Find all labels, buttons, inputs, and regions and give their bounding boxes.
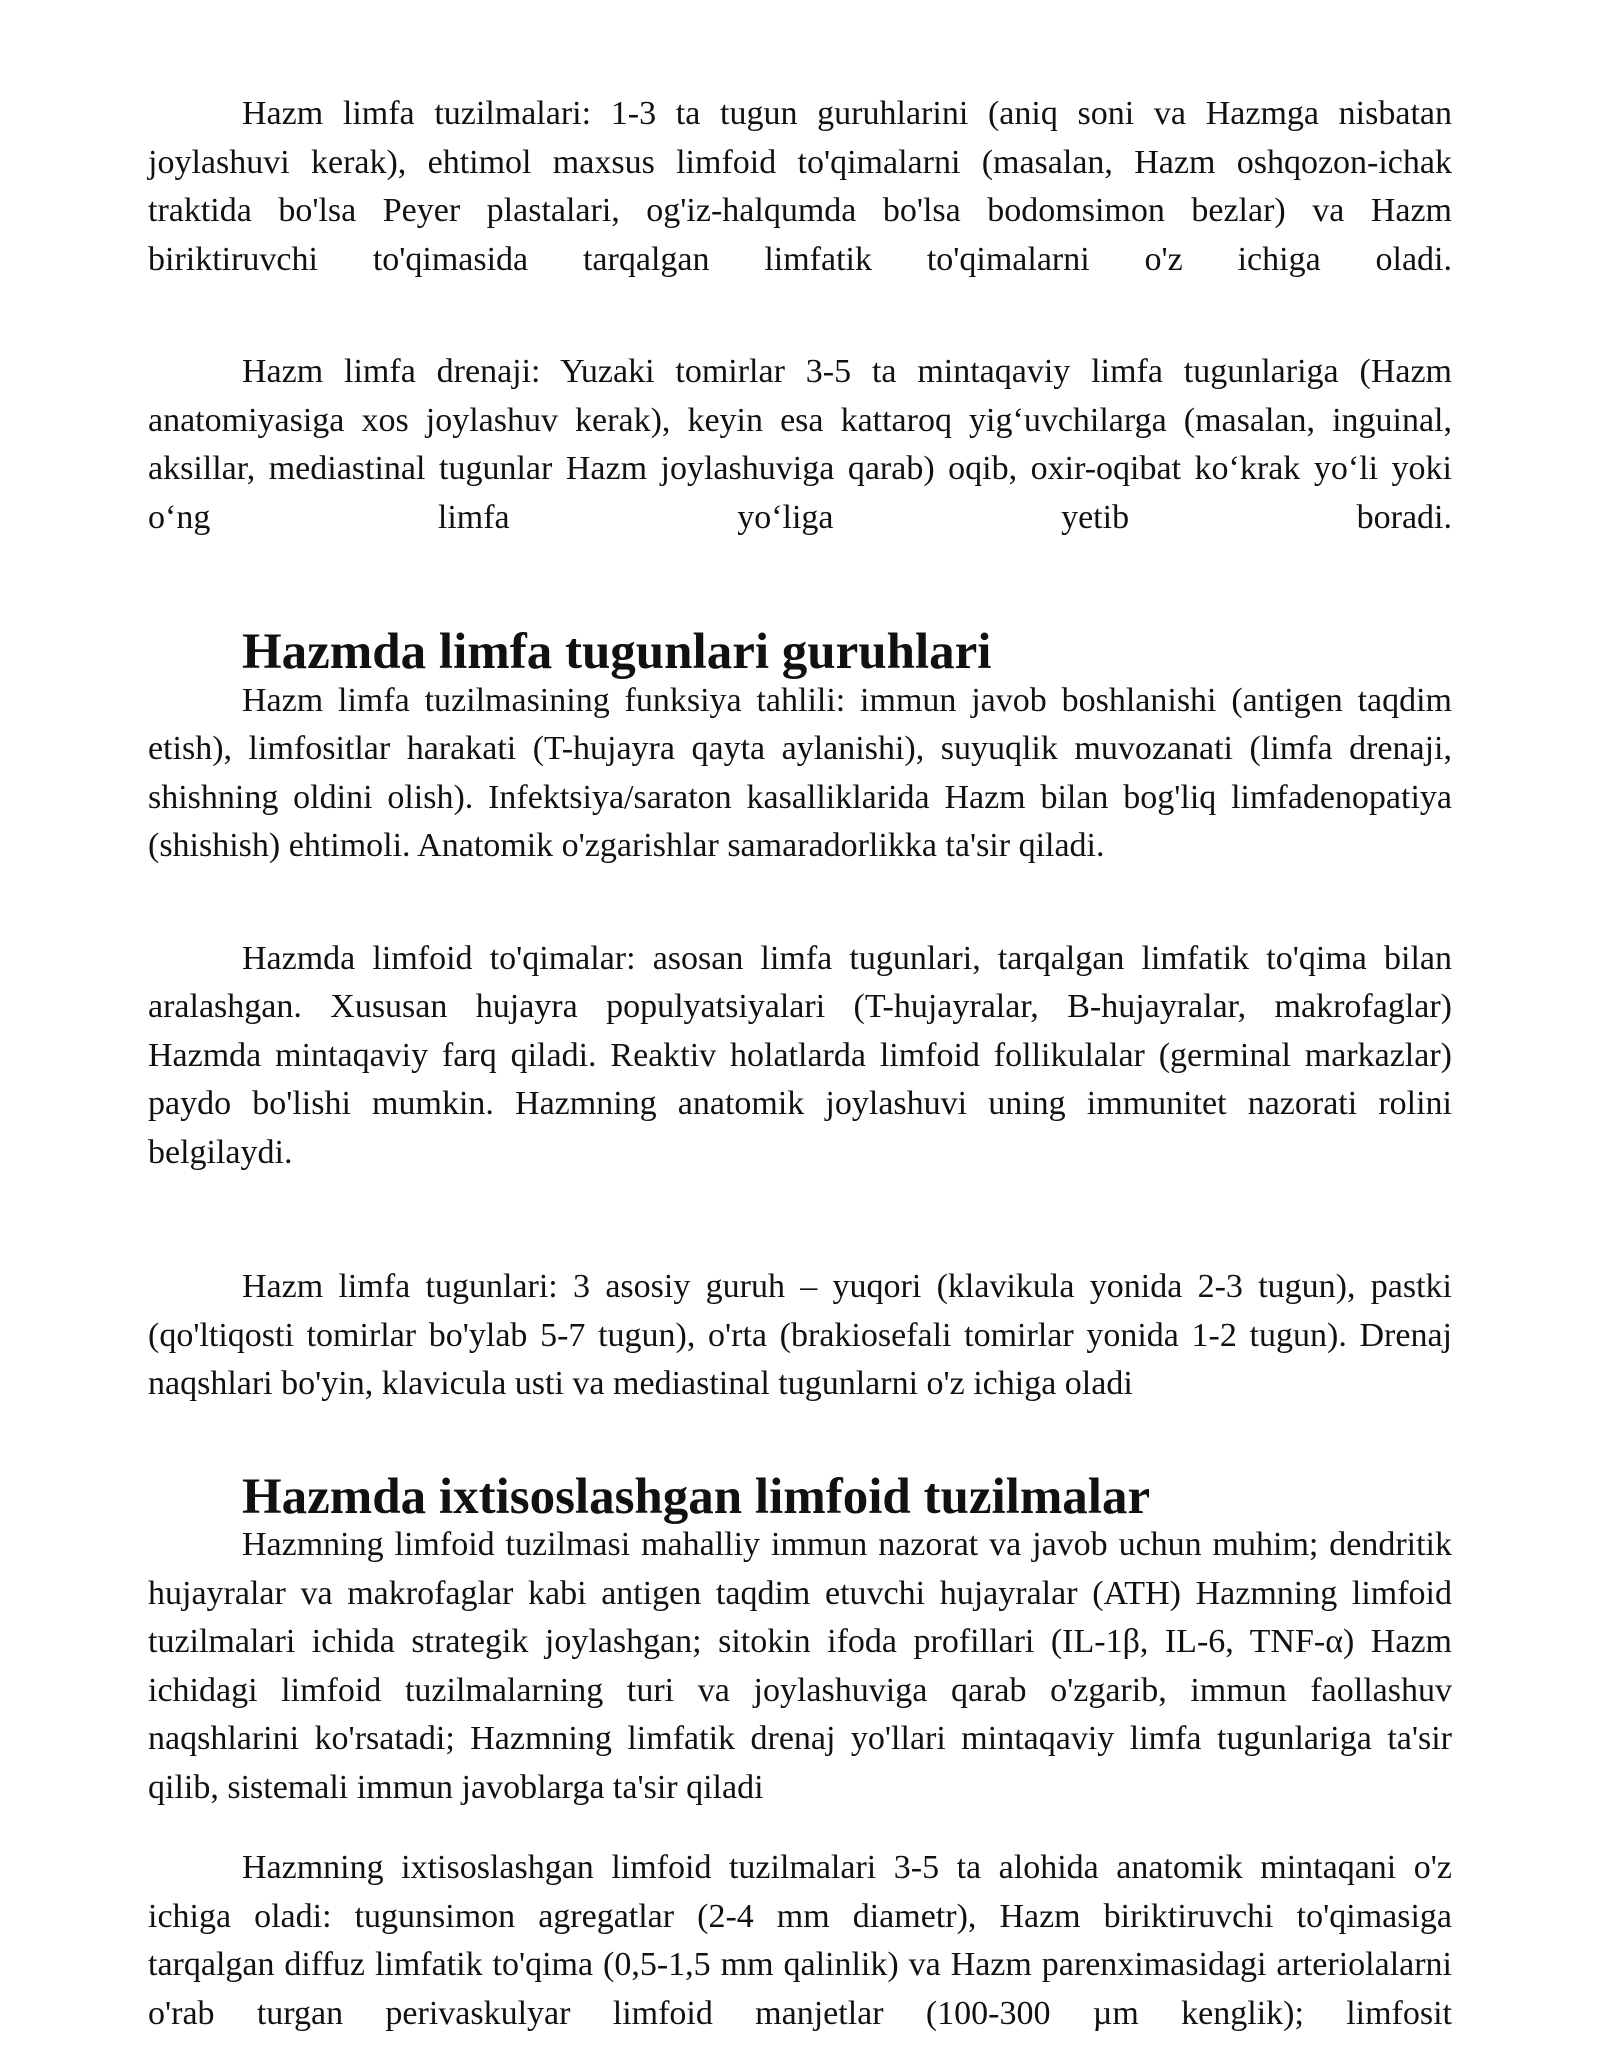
paragraph-lymph-nodes: Hazm limfa tugunlari: 3 asosiy guruh – yuqori (klavikula yonida 2-3 tugun), pastki (qo'ltiqosti tomirlar bo'ylab 5-7 tugun), o'rta (brakiosefali tomirlar yonida 1-2 tugun). Drenaj naqshlari bo'yin, klavicula usti va mediastinal tugunlarni o'z ichiga oladi bbox=[148, 1268, 1452, 1402]
paragraph-lymphoid-tissues: Hazmda limfoid to'qimalar: asosan limfa tugunlari, tarqalgan limfatik to'qima bilan aralashgan. Xususan hujayra populyatsiyalari (T-hujayralar, B-hujayralar, makrofaglar) Hazmda mintaqaviy farq qiladi. Reaktiv holatlarda limfoid follikulalar (germinal markazlar) paydo bo'lishi mumkin. Hazmning anatomik joylashuvi uning immunitet nazorati rolini belgilaydi. bbox=[148, 939, 1452, 1171]
document-page bbox=[148, 90, 1452, 2038]
paragraph-lymph-drainage: Hazm limfa drenaji: Yuzaki tomirlar 3-5 ta mintaqaviy limfa tugunlariga (Hazm anatomiyasiga xos joylashuv kerak), keyin esa kattaroq yig‘uvchilarga (masalan, inguinal, aksillar, mediastinal tugunlar Hazm joylashuviga qarab) oqib, oxir-oqibat ko‘krak yo‘li yoki o‘ng limfa yo‘liga yetib boradi. bbox=[148, 353, 1452, 536]
paragraph-lymphoid-structure-role: Hazmning limfoid tuzilmasi mahalliy immun nazorat va javob uchun muhim; dendritik hujayralar va makrofaglar kabi antigen taqdim etuvchi hujayralar (ATH) Hazmning limfoid tuzilmalari ichida strategik joylashgan; sitokin ifoda profillari (IL-1β, IL-6, TNF-α) Hazm ichidagi limfoid tuzilmalarning turi va joylashuviga qarab o'zgarib, immun faollashuv naqshlarini ko'rsatadi; Hazmning limfatik drenaj yo'llari mintaqaviy limfa tugunlariga ta'sir qilib, sistemali immun javoblarga ta'sir qiladi bbox=[148, 1526, 1452, 1806]
paragraph-function-analysis: Hazm limfa tuzilmasining funksiya tahlili: immun javob boshlanishi (antigen taqdim etish), limfositlar harakati (T-hujayra qayta aylanishi), suyuqlik muvozanati (limfa drenaji, shishning oldini olish). Infektsiya/saraton kasalliklarida Hazm bilan bog'liq limfadenopatiya (shishish) ehtimoli. Anatomik o'zgarishlar samaradorlikka ta'sir qiladi. bbox=[148, 681, 1452, 864]
heading-specialized-lymphoid-structures: Hazmda ixtisoslashgan limfoid tuzilmalar bbox=[242, 1468, 1151, 1525]
heading-lymph-node-groups: Hazmda limfa tugunlari guruhlari bbox=[242, 624, 992, 680]
paragraph-lymph-structures: Hazm limfa tuzilmalari: 1-3 ta tugun guruhlarini (aniq soni va Hazmga nisbatan joylashuvi kerak), ehtimol maxsus limfoid to'qimalarni (masalan, Hazm oshqozon-ichak traktida bo'lsa Peyer plastalari, og'iz-halqumda bo'lsa bodomsimon bezlar) va Hazm biriktiruvchi to'qimasida tarqalgan limfatik to'qimalarni o'z ichiga oladi. bbox=[148, 95, 1452, 278]
paragraph-specialized-regions: Hazmning ixtisoslashgan limfoid tuzilmalari 3-5 ta alohida anatomik mintaqani o'z ichiga oladi: tugunsimon agregatlar (2-4 mm diametr), Hazm biriktiruvchi to'qimasiga tarqalgan diffuz limfatik to'qima (0,5-1,5 mm qalinlik) va Hazm parenximasidagi arteriolalarni o'rab turgan perivaskulyar limfoid manjetlar (100-300 µm kenglik); limfosit bbox=[148, 1849, 1452, 2032]
